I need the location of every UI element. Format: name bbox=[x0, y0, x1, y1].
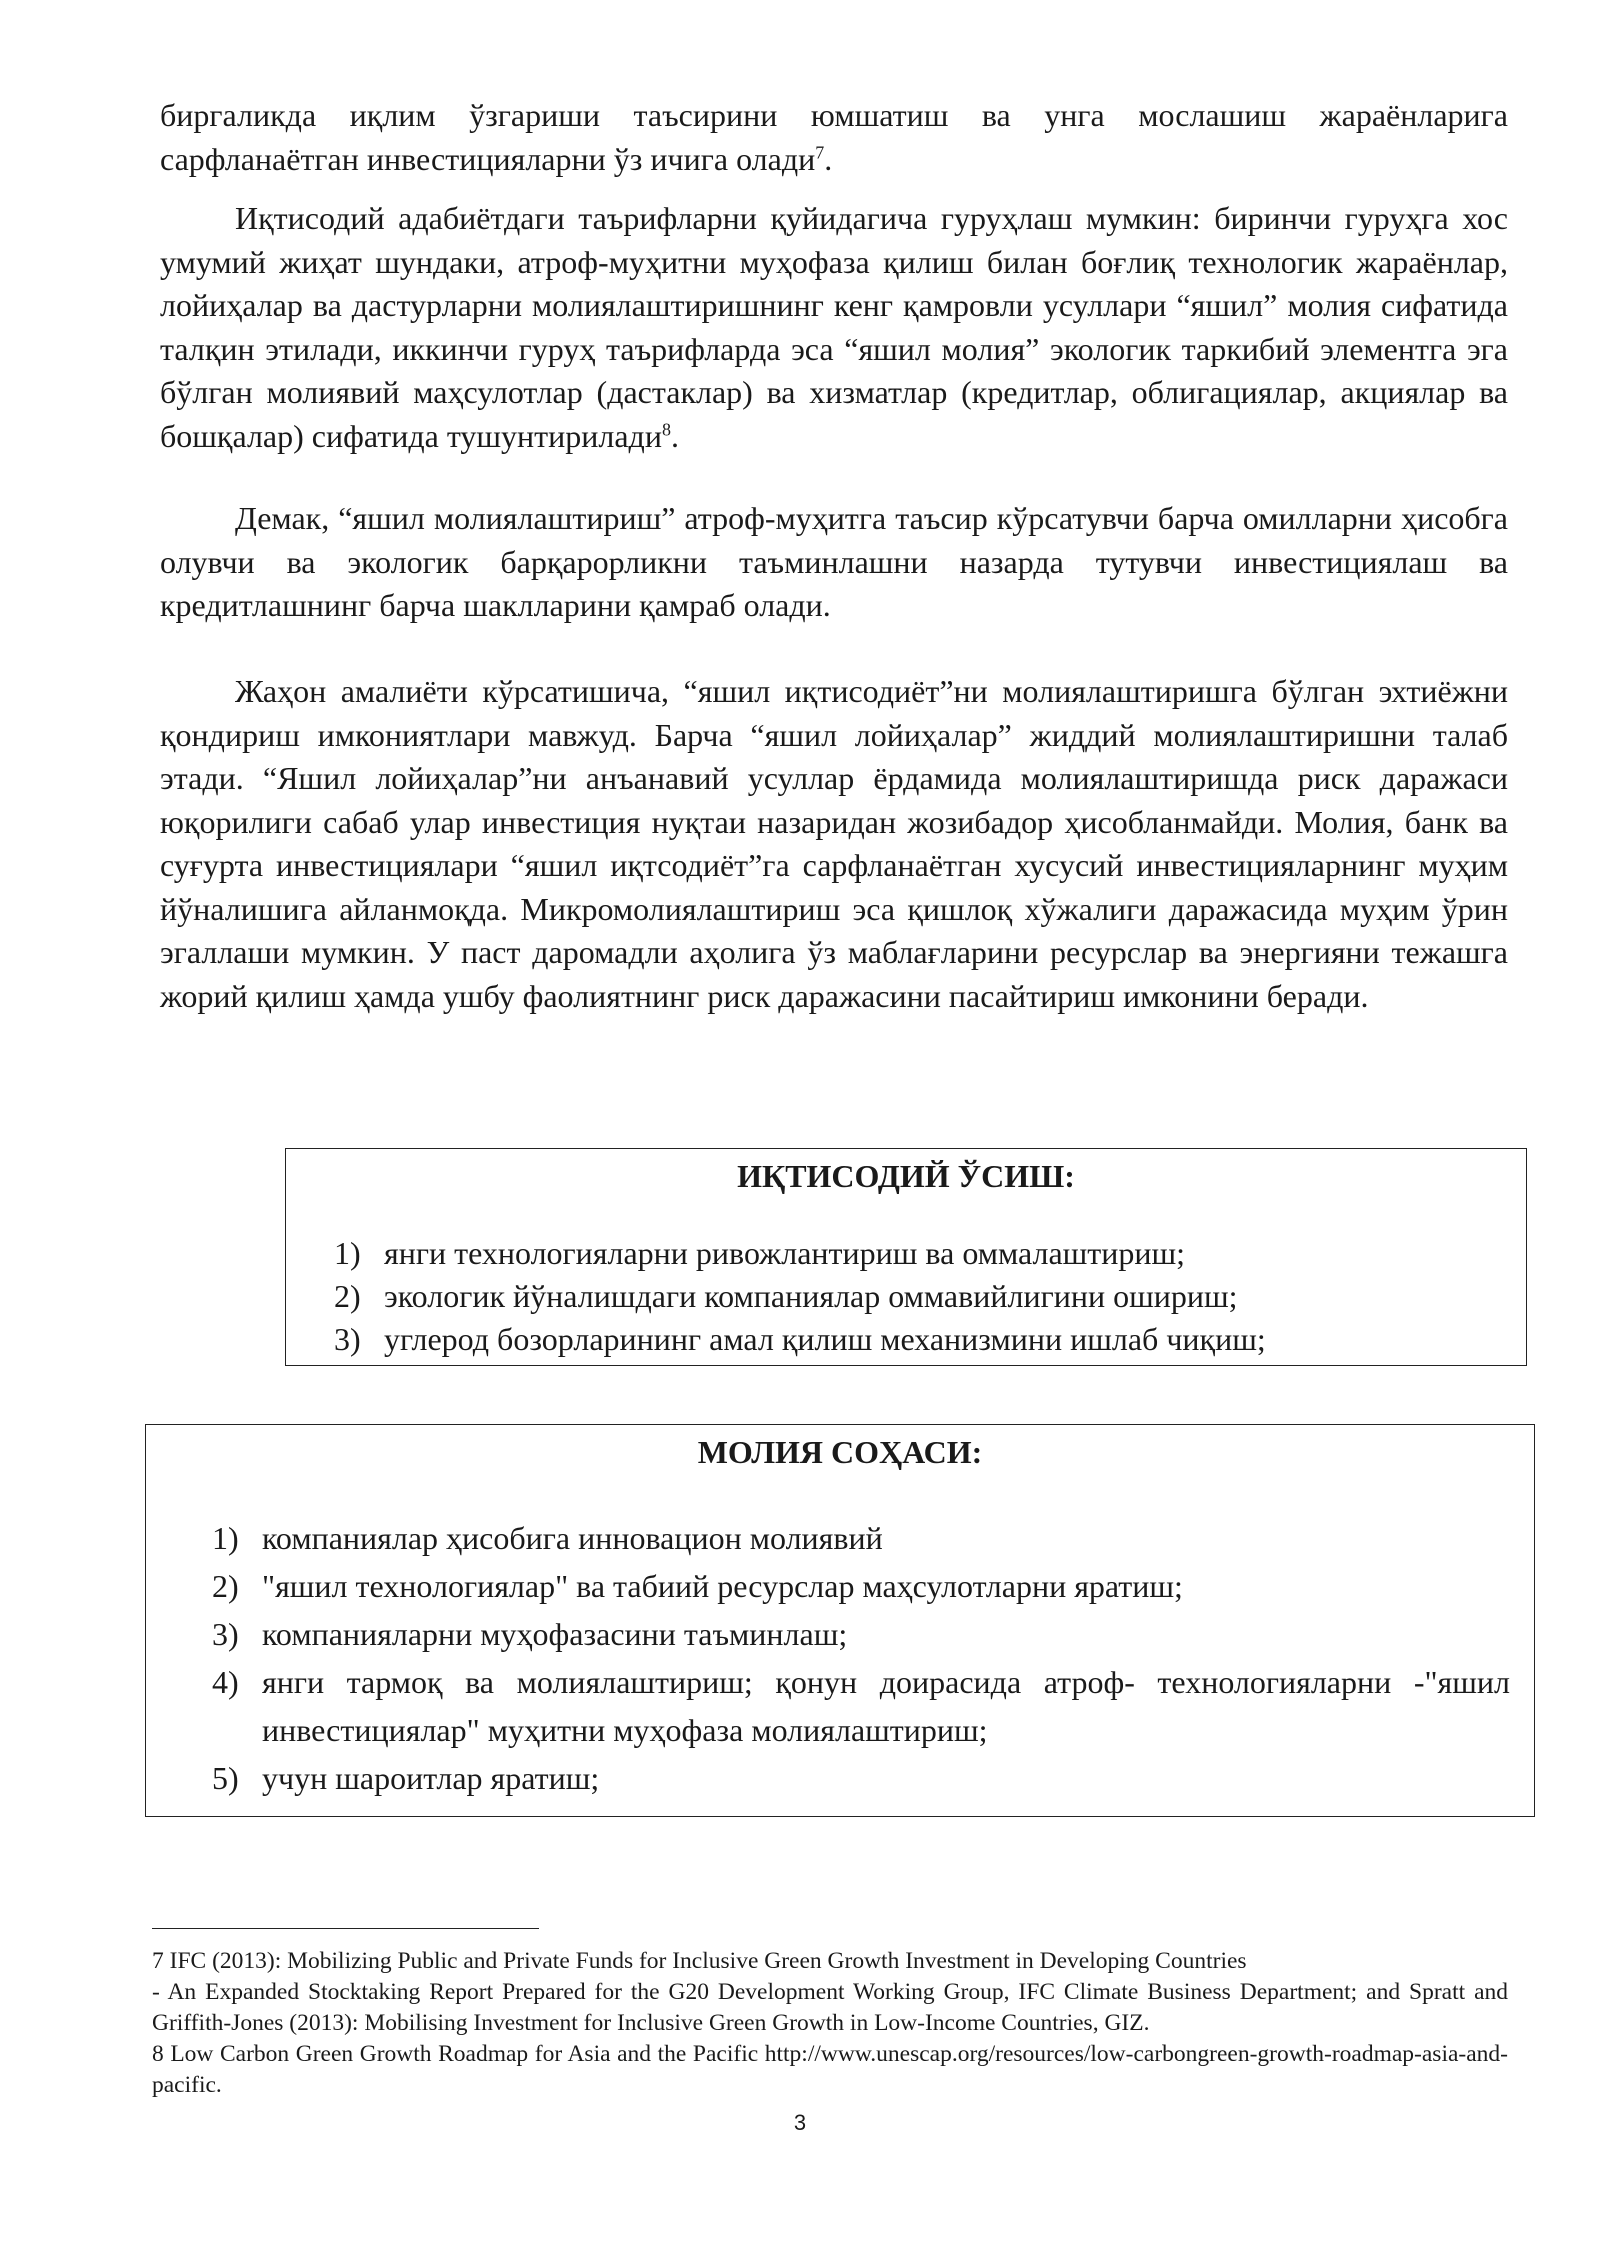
finance-sphere-box bbox=[145, 1424, 1535, 1817]
paragraph-text: Жаҳон амалиёти кўрсатишича, “яшил иқтисодиёт”ни молиялаштиришга бўлган эхтиёжни қондириш имкониятлари мавжуд. Барча “яшил лойиҳалар” жиддий молиялаштиришни талаб этади. “Яшил лойиҳалар”ни анъанавий усуллар ёрдамида молиялаштиришда риск даражаси юқорилиги сабаб улар инвестиция нуқтаи назаридан жозибадор ҳисобланмайди. Молия, банк ва суғурта инвестициялари “яшил иқтсодиёт”га сарфланаётган хусусий инвестицияларнинг муҳим йўналишига айланмоқда. Микромолиялаштириш эса қишлоқ хўжалиги даражасида муҳим ўрин эгаллаши мумкин. У паст даромадли аҳолига ўз маблағларини ресурслар ва энергияни тежашга жорий қилиш ҳамда ушбу фаолиятнинг риск даражасини пасайтириш имконини беради. bbox=[160, 673, 1508, 1014]
list-text: янги тармоқ ва молиялаштириш; қонун доирасида атроф- технологияларни -"яшил инвестициялар" муҳитни муҳофаза молиялаштириш; bbox=[262, 1664, 1510, 1748]
list-text: экологик йўналишдаги компаниялар оммавийлигини ошириш; bbox=[384, 1278, 1238, 1314]
list-item bbox=[334, 1318, 1506, 1361]
list-item bbox=[212, 1658, 1510, 1754]
footnote-separator bbox=[152, 1928, 539, 1929]
list-number: 2) bbox=[334, 1278, 361, 1314]
list-item bbox=[212, 1514, 1510, 1562]
paragraph-continuation bbox=[160, 94, 1508, 181]
list-item bbox=[212, 1562, 1510, 1610]
list-text: янги технологияларни ривожлантириш ва оммалаштириш; bbox=[384, 1235, 1186, 1271]
paragraph-green-financing bbox=[160, 497, 1508, 628]
footnote-ref-7[interactable]: 7 bbox=[815, 141, 825, 162]
paragraph-text: Демак, “яшил молиялаштириш” атроф-муҳитга таъсир кўрсатувчи барча омилларни ҳисобга олувчи ва экологик барқарорликни таъминлашни назарда тутувчи инвестициялаш ва кредитлашнинг барча шаклларини қамраб олади. bbox=[160, 500, 1508, 623]
box-title: МОЛИЯ СОҲАСИ: bbox=[697, 1434, 983, 1470]
list-text: углерод бозорларининг амал қилиш механизмини ишлаб чиқиш; bbox=[384, 1321, 1266, 1357]
list-text: "яшил технологиялар" ва табиий ресурслар маҳсулотларни яратиш; bbox=[262, 1568, 1183, 1604]
paragraph-text: Иқтисодий адабиётдаги таърифларни қуйидагича гуруҳлаш мумкин: биринчи гуруҳга хос умумий жиҳат шундаки, атроф-муҳитни муҳофаза қилиш билан боғлиқ технологик жараёнлар, лойиҳалар ва дастурларни молиялаштиришнинг кенг қамровли усуллари “яшил” молия сифатида талқин этилади, иккинчи гуруҳ таърифларда эса “яшил молия” экологик таркибий элементга эга бўлган молиявий маҳсулотлар (дастаклар) ва хизматлар (кредитлар, облигациялар, акциялар ва бошқалар) сифатида тушунтирилади bbox=[160, 200, 1508, 454]
economic-growth-box bbox=[285, 1148, 1527, 1366]
list-number: 5) bbox=[212, 1760, 239, 1796]
list-number: 3) bbox=[212, 1616, 239, 1652]
economic-growth-list bbox=[334, 1232, 1506, 1361]
paragraph-definitions bbox=[160, 197, 1508, 458]
footnotes bbox=[152, 1946, 1508, 2101]
list-number: 3) bbox=[334, 1321, 361, 1357]
list-number: 2) bbox=[212, 1568, 239, 1604]
paragraph-world-practice bbox=[160, 670, 1508, 1018]
footnote-ref-8[interactable]: 8 bbox=[661, 418, 671, 439]
list-text: компанияларни муҳофазасини таъминлаш; bbox=[262, 1616, 848, 1652]
list-item bbox=[334, 1275, 1506, 1318]
finance-sphere-list bbox=[212, 1514, 1510, 1802]
list-text: учун шароитлар яратиш; bbox=[262, 1760, 600, 1796]
footnote-7-line1: 7 IFC (2013): Mobilizing Public and Private Funds for Inclusive Green Growth Investment in Developing Countries bbox=[152, 1948, 1247, 1974]
list-number: 1) bbox=[334, 1235, 361, 1271]
box-title: ИҚТИСОДИЙ ЎСИШ: bbox=[737, 1158, 1075, 1194]
list-item bbox=[212, 1610, 1510, 1658]
list-number: 1) bbox=[212, 1520, 239, 1556]
list-item bbox=[334, 1232, 1506, 1275]
punctuation: . bbox=[670, 417, 679, 454]
footnote-8: 8 Low Carbon Green Growth Roadmap for Asia and the Pacific http://www.unescap.org/resources/low-carbongreen-growth-roadmap-asia-and-pacific. bbox=[152, 2041, 1508, 2098]
footnote-7-line2: - An Expanded Stocktaking Report Prepared for the G20 Development Working Group, IFC Climate Business Department; and Spratt and Griffith-Jones (2013): Mobilising Investment for Inclusive Green Growth in Low-Income Countries, GIZ. bbox=[152, 1979, 1508, 2036]
list-item bbox=[212, 1754, 1510, 1802]
page-number: 3 bbox=[793, 2110, 807, 2135]
list-text: компаниялар ҳисобига инновацион молиявий bbox=[262, 1520, 883, 1556]
paragraph-text: биргаликда иқлим ўзгариши таъсирини юмшатиш ва унга мослашиш жараёнларига сарфланаётган инвестицияларни ўз ичига олади bbox=[160, 97, 1508, 177]
list-number: 4) bbox=[212, 1664, 239, 1700]
punctuation: . bbox=[824, 140, 833, 177]
